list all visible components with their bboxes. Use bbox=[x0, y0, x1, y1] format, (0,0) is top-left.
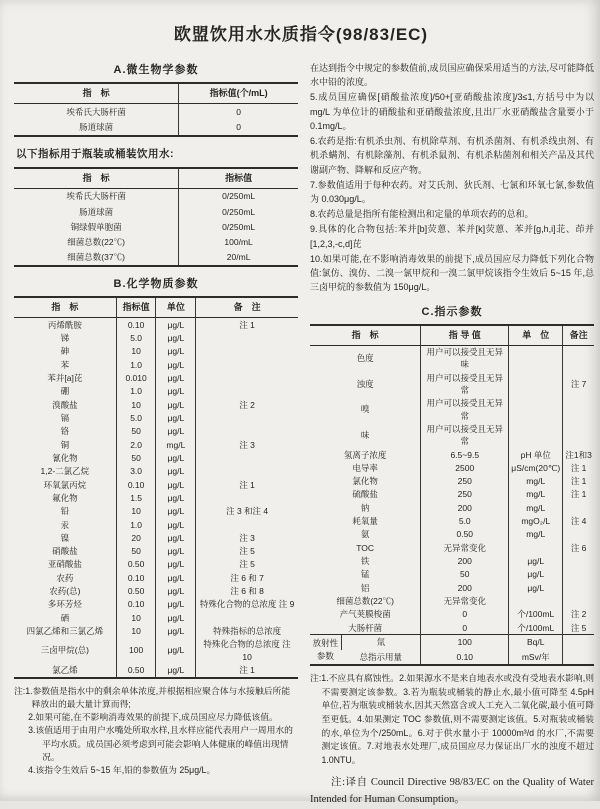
table-cell bbox=[509, 541, 563, 554]
note-paragraph: 4.该指令生效后 5~15 年,铅的参数值为 25μg/L。 bbox=[28, 764, 216, 775]
table-cell: 10 bbox=[116, 505, 156, 518]
column-header: 备注 bbox=[563, 325, 594, 346]
table-row bbox=[310, 422, 594, 448]
table-row bbox=[310, 475, 594, 488]
table-cell: 0.50 bbox=[116, 585, 156, 598]
table-cell: 200 bbox=[421, 501, 509, 514]
table-cell bbox=[196, 372, 298, 385]
table-cell: μg/L bbox=[156, 412, 196, 425]
table-row bbox=[310, 515, 594, 528]
radioactivity-parameters-table bbox=[310, 635, 594, 666]
table-cell: mg/L bbox=[509, 528, 563, 541]
table-row bbox=[14, 358, 298, 371]
table-cell bbox=[509, 397, 563, 423]
table-cell: μg/L bbox=[156, 372, 196, 385]
table-cell: 20 bbox=[116, 531, 156, 544]
table-cell: 注 5 bbox=[196, 558, 298, 571]
table-cell: 味 bbox=[360, 430, 370, 441]
table-row bbox=[14, 345, 298, 358]
table-header-row bbox=[14, 83, 298, 104]
table-cell: 5.0 bbox=[116, 332, 156, 345]
table-cell bbox=[509, 345, 563, 371]
table-row bbox=[14, 638, 298, 664]
table-row bbox=[14, 545, 298, 558]
table-row bbox=[14, 465, 298, 478]
table-cell bbox=[509, 371, 563, 397]
table-cell: 氰化物 bbox=[52, 452, 78, 463]
table-row bbox=[14, 204, 298, 219]
table-cell: 注 3 和注 4 bbox=[196, 505, 298, 518]
table-cell: μg/L bbox=[156, 625, 196, 638]
table-cell: 铝 bbox=[360, 582, 370, 593]
table-cell: 注 4 bbox=[563, 515, 594, 528]
table-cell bbox=[563, 581, 594, 594]
table-cell: μg/L bbox=[156, 545, 196, 558]
table-cell: 3.0 bbox=[116, 465, 156, 478]
table-cell: 电导率 bbox=[352, 462, 378, 473]
table-row bbox=[14, 235, 298, 250]
table-cell: 农药 bbox=[56, 572, 74, 583]
bottled-water-parameters-table bbox=[14, 167, 298, 268]
table-cell bbox=[563, 345, 594, 371]
table-cell: 10 bbox=[116, 625, 156, 638]
table-cell bbox=[563, 422, 594, 448]
table-cell: 铬 bbox=[60, 426, 70, 437]
table-cell: mg/L bbox=[509, 488, 563, 501]
table-cell: 浊度 bbox=[356, 378, 374, 389]
table-row bbox=[14, 625, 298, 638]
section-b-heading: B.化学物质参数 bbox=[113, 278, 199, 291]
table-cell bbox=[196, 425, 298, 438]
table-cell: 细菌总数(37℃) bbox=[67, 252, 125, 263]
table-cell: 氯化物 bbox=[352, 476, 378, 487]
table-cell: 汞 bbox=[60, 519, 70, 530]
table-cell: 20/mL bbox=[179, 250, 298, 266]
table-cell bbox=[196, 451, 298, 464]
table-cell bbox=[196, 491, 298, 504]
table-cell: 注 1 bbox=[196, 663, 298, 677]
table-cell: mg/L bbox=[156, 438, 196, 451]
table-cell: 三卤甲烷(总) bbox=[40, 645, 89, 656]
table-cell: 锑 bbox=[60, 333, 70, 344]
table-row bbox=[14, 438, 298, 451]
note-paragraph: 10.如果可能,在不影响消毒效果的前提下,成员国应尽力降低下列化合物值:氯仿、溴仿、二溴一氯甲烷和一溴二氯甲烷该指令生效后 5~15 年,总三卤甲烷的参数值为 150μg/L。 bbox=[310, 253, 594, 293]
table-cell: 苯并[a]芘 bbox=[47, 373, 83, 384]
table-cell: 10 bbox=[116, 611, 156, 624]
table-cell: 特殊指标的总浓度 bbox=[196, 625, 298, 638]
table-cell: 丙烯酰胺 bbox=[47, 319, 82, 330]
table-cell: 用户可以接受且无异常 bbox=[421, 371, 509, 397]
table-cell: 0/250mL bbox=[179, 188, 298, 204]
table-row bbox=[310, 528, 594, 541]
table-cell: Bq/L bbox=[509, 635, 563, 649]
table-row bbox=[14, 425, 298, 438]
note-paragraph: 6.农药是指:有机杀虫剂、有机除草剂、有机杀菌剂、有机杀线虫剂、有机杀螨剂、有机除藻剂、有机杀鼠剂、有机杀粘菌剂和相关产品及其代谢副产物、降解和反应产物。 bbox=[310, 136, 594, 175]
table-cell: pH 单位 bbox=[509, 448, 563, 461]
table-cell bbox=[196, 385, 298, 398]
table-row bbox=[14, 663, 298, 677]
table-row bbox=[14, 571, 298, 584]
table-cell: 100 bbox=[421, 635, 509, 649]
table-row bbox=[310, 397, 594, 423]
table-cell: 0 bbox=[421, 608, 509, 621]
table-cell: 100 bbox=[116, 638, 156, 664]
table-cell: μg/L bbox=[156, 358, 196, 371]
table-row bbox=[310, 581, 594, 594]
table-cell bbox=[509, 594, 563, 607]
table-cell: μg/L bbox=[509, 568, 563, 581]
bottled-water-note: 以下指标用于瓶装或桶装饮用水: bbox=[16, 147, 174, 160]
table-cell: 镉 bbox=[60, 413, 70, 424]
table-row bbox=[310, 621, 594, 635]
table-cell: 特殊化合物的总浓度 注 10 bbox=[196, 638, 298, 664]
note-paragraph: 8.农药总量是指所有能检测出和定量的单项农药的总和。 bbox=[310, 209, 534, 220]
notes-continuation-paragraphs bbox=[310, 61, 594, 295]
table-cell: 铜绿假单胞菌 bbox=[70, 221, 122, 232]
note-paragraph: 5.成员国应确保[硝酸盐浓度]/50+[亚硝酸盐浓度]/3≤1,方括号中为以 mg/L 为单位计的硝酸盐和亚硝酸盐浓度,且出厂水亚硝酸盐含量要小于 0.1mg/L。 bbox=[310, 92, 594, 131]
table-cell bbox=[563, 528, 594, 541]
table-cell: mg/L bbox=[509, 475, 563, 488]
table-row bbox=[14, 451, 298, 464]
column-header: 指标值 bbox=[179, 168, 298, 189]
table-cell: 0 bbox=[179, 104, 298, 120]
table-cell: 6.5~9.5 bbox=[421, 448, 509, 461]
table-cell: 0/250mL bbox=[179, 204, 298, 219]
table-cell: μg/L bbox=[156, 478, 196, 491]
table-cell: 肠道球菌 bbox=[79, 121, 114, 132]
table-cell: μg/L bbox=[156, 451, 196, 464]
table-cell: μg/L bbox=[156, 585, 196, 598]
note-paragraph: 注:1.参数值是指水中的剩余单体浓度,并根据相应聚合体与水接触后所能释放出的最大量计算而得; bbox=[14, 685, 291, 709]
table-header-row bbox=[310, 325, 594, 346]
table-cell: μg/L bbox=[156, 558, 196, 571]
table-cell: 个/100mL bbox=[509, 608, 563, 621]
table-cell bbox=[196, 412, 298, 425]
table-cell: 大肠杆菌 bbox=[348, 622, 383, 633]
section-b-notes bbox=[14, 685, 298, 777]
table-cell: 无异常变化 bbox=[421, 594, 509, 607]
table-row bbox=[14, 531, 298, 544]
column-header: 单位 bbox=[156, 297, 196, 318]
table-cell: 锰 bbox=[360, 569, 370, 580]
table-cell: 嗅 bbox=[360, 404, 370, 415]
column-header: 指 标 bbox=[14, 168, 179, 189]
table-row bbox=[14, 219, 298, 234]
table-cell: μg/L bbox=[156, 505, 196, 518]
table-cell: μg/L bbox=[156, 398, 196, 411]
table-cell: 注 3 bbox=[196, 531, 298, 544]
table-cell: 多环芳烃 bbox=[47, 599, 82, 610]
radioactivity-group-label: 放射性参数 bbox=[312, 638, 339, 661]
note-paragraph: 3.该值适用于由用户水嘴处所取水样,且水样应能代表用户一周用水的平均水质。成员国必须考虑到可能会影响人体健康的峰值出现情况。 bbox=[28, 725, 293, 762]
table-row bbox=[310, 501, 594, 514]
table-row bbox=[14, 332, 298, 345]
table-cell: 氟化物 bbox=[52, 492, 78, 503]
table-cell: 0.10 bbox=[421, 650, 509, 665]
table-cell: 细菌总数(22℃) bbox=[336, 595, 394, 606]
column-header: 指 标 bbox=[14, 83, 179, 104]
table-cell bbox=[563, 650, 594, 665]
column-header: 备 注 bbox=[196, 297, 298, 318]
table-cell bbox=[563, 397, 594, 423]
table-cell: 注 1 bbox=[196, 478, 298, 491]
table-row bbox=[14, 372, 298, 385]
table-cell: 200 bbox=[421, 555, 509, 568]
table-cell: 5.0 bbox=[421, 515, 509, 528]
table-cell: 注 7 bbox=[563, 371, 594, 397]
table-cell bbox=[196, 611, 298, 624]
table-row bbox=[14, 505, 298, 518]
note-paragraph: 2.如果可能,在不影响消毒效果的前提下,成员国应尽力降低该值。 bbox=[28, 712, 278, 723]
table-cell: 氢离子浓度 bbox=[343, 449, 387, 460]
table-cell: 用户可以接受且无异常 bbox=[421, 422, 509, 448]
table-cell: μg/L bbox=[156, 318, 196, 332]
table-row bbox=[310, 461, 594, 474]
table-cell: 10 bbox=[116, 398, 156, 411]
table-cell: 注 5 bbox=[196, 545, 298, 558]
table-cell: 0.10 bbox=[116, 318, 156, 332]
section-c-heading: C.指示参数 bbox=[421, 305, 483, 318]
table-cell: 砷 bbox=[60, 346, 70, 357]
table-cell: μg/L bbox=[156, 611, 196, 624]
column-header: 指 标 bbox=[310, 325, 421, 346]
right-column bbox=[310, 61, 594, 809]
column-header: 单 位 bbox=[509, 325, 563, 346]
table-cell: 镍 bbox=[60, 532, 70, 543]
microbiological-parameters-table bbox=[14, 82, 298, 137]
table-header-row bbox=[14, 297, 298, 318]
table-cell: 200 bbox=[421, 581, 509, 594]
table-cell: μg/L bbox=[156, 385, 196, 398]
table-row bbox=[14, 385, 298, 398]
column-header: 指 标 bbox=[14, 297, 116, 318]
table-row bbox=[310, 541, 594, 554]
table-cell bbox=[563, 635, 594, 649]
table-cell: 注 2 bbox=[563, 608, 594, 621]
table-cell: μg/L bbox=[156, 663, 196, 677]
table-cell: 0.50 bbox=[116, 663, 156, 677]
table-cell bbox=[563, 501, 594, 514]
table-cell: 2500 bbox=[421, 461, 509, 474]
table-cell: 注 2 bbox=[196, 398, 298, 411]
table-row bbox=[14, 478, 298, 491]
table-cell: 50 bbox=[116, 425, 156, 438]
table-row bbox=[14, 250, 298, 266]
table-cell: mSv/年 bbox=[509, 650, 563, 665]
table-row bbox=[310, 448, 594, 461]
table-cell: μS/cm(20℃) bbox=[509, 461, 563, 474]
table-row bbox=[14, 398, 298, 411]
table-cell: 细菌总数(22℃) bbox=[67, 237, 125, 248]
table-cell: 色度 bbox=[356, 353, 374, 364]
table-cell bbox=[563, 594, 594, 607]
table-cell: 注 6 和 8 bbox=[196, 585, 298, 598]
table-cell: 0.10 bbox=[116, 478, 156, 491]
table-cell: 注 6 bbox=[563, 541, 594, 554]
table-cell: 0.50 bbox=[421, 528, 509, 541]
table-row bbox=[14, 104, 298, 120]
table-cell: 铁 bbox=[360, 556, 370, 567]
table-cell: μg/L bbox=[509, 581, 563, 594]
table-cell: 溴酸盐 bbox=[52, 399, 78, 410]
table-cell: 0 bbox=[421, 621, 509, 635]
table-row bbox=[14, 119, 298, 135]
table-cell: 埃希氏大肠杆菌 bbox=[66, 191, 126, 202]
column-header: 指 导 值 bbox=[421, 325, 509, 346]
table-cell: 钠 bbox=[360, 502, 370, 513]
table-cell: 铅 bbox=[60, 506, 70, 517]
table-row bbox=[14, 598, 298, 611]
table-cell: 铜 bbox=[60, 439, 70, 450]
table-cell: 注1和3 bbox=[563, 448, 594, 461]
table-cell bbox=[563, 568, 594, 581]
table-cell: 硝酸盐 bbox=[52, 546, 78, 557]
table-cell: 50 bbox=[421, 568, 509, 581]
note-paragraph: 9.具体的化合物包括:苯并[b]荧蒽、苯并[k]荧蒽、苯并[g,h,i]苝、茚并[1,2,3,-c,d]芘 bbox=[310, 224, 594, 249]
table-cell: μg/L bbox=[509, 555, 563, 568]
table-cell: 2.0 bbox=[116, 438, 156, 451]
two-column-layout bbox=[14, 61, 595, 809]
table-cell: 亚硝酸盐 bbox=[47, 559, 82, 570]
table-row bbox=[310, 594, 594, 607]
table-row bbox=[14, 318, 298, 332]
table-cell: 1.5 bbox=[116, 491, 156, 504]
table-cell: 1.0 bbox=[116, 358, 156, 371]
table-cell: 50 bbox=[116, 451, 156, 464]
table-cell: 注 5 bbox=[563, 621, 594, 635]
table-cell: mg/L bbox=[509, 501, 563, 514]
table-cell: 注 6 和 7 bbox=[196, 571, 298, 584]
table-cell bbox=[196, 332, 298, 345]
table-cell: 用户可以接受且无异味 bbox=[421, 345, 509, 371]
table-row bbox=[14, 188, 298, 204]
table-row bbox=[310, 650, 594, 665]
table-cell: 四氯乙烯和三氯乙烯 bbox=[26, 626, 104, 637]
table-cell: 用户可以接受且无异常 bbox=[421, 397, 509, 423]
table-cell: 注 1 bbox=[563, 488, 594, 501]
note-paragraph: 在达到指令中规定的参数值前,成员国应确保采用适当的方法,尽可能降低水中铅的浓度。 bbox=[310, 63, 595, 88]
table-cell: 耗氧量 bbox=[352, 516, 378, 527]
table-cell bbox=[196, 518, 298, 531]
table-row bbox=[14, 412, 298, 425]
table-cell: μg/L bbox=[156, 491, 196, 504]
column-header: 指标值(个/mL) bbox=[179, 83, 298, 104]
table-cell: 1,2-二氯乙烷 bbox=[40, 466, 90, 477]
table-cell: 100/mL bbox=[179, 235, 298, 250]
source-note: 注:译自 Council Directive 98/83/EC on the Quality of Water Intended for Human Consumption。 bbox=[310, 777, 594, 806]
table-cell: 10 bbox=[116, 345, 156, 358]
table-cell: 苯 bbox=[60, 359, 70, 370]
table-cell: TOC bbox=[356, 542, 375, 553]
table-row bbox=[310, 371, 594, 397]
table-row bbox=[14, 611, 298, 624]
table-cell: 注 3 bbox=[196, 438, 298, 451]
table-cell: μg/L bbox=[156, 332, 196, 345]
table-cell: 0.10 bbox=[116, 598, 156, 611]
table-cell: 注 1 bbox=[563, 475, 594, 488]
table-header-row bbox=[14, 168, 298, 189]
table-cell bbox=[196, 345, 298, 358]
table-cell: 氯乙烯 bbox=[52, 664, 78, 675]
table-row bbox=[14, 518, 298, 531]
chemical-parameters-table bbox=[14, 296, 298, 678]
table-cell: 1.0 bbox=[116, 518, 156, 531]
section-c-notes: 注:1.不应具有腐蚀性。2.如果源水不是来自地表水或没有受地表水影响,则不需要测定该参数。3.若为瓶装或桶装的静止水,最小值可降至 4.5pH 单位,若为瓶装或桶装水,因其天然富含或人工充入二氧化碳,最小值可降至更低。4.如果测定 TOC 参数值,则不需要测定该值。5.对瓶装或桶装的水,单位为个/250mL。6.对于供水量小于 10000m³/d 的水厂,不需要测定该值。7.对地表水处理厂,成员国应尽力保证出厂水的浊度不超过 1.0NTU。 bbox=[310, 673, 594, 765]
table-cell: 硒 bbox=[60, 612, 70, 623]
table-row bbox=[310, 555, 594, 568]
table-cell: mgO₂/L bbox=[509, 515, 563, 528]
table-cell: 250 bbox=[421, 488, 509, 501]
table-cell: 硼 bbox=[60, 386, 70, 397]
table-cell: 0.010 bbox=[116, 372, 156, 385]
table-cell: μg/L bbox=[156, 638, 196, 664]
table-cell: 氨 bbox=[360, 529, 370, 540]
table-cell: 农药(总) bbox=[49, 586, 81, 597]
indicator-parameters-table bbox=[310, 324, 594, 636]
table-cell: 埃希氏大肠杆菌 bbox=[66, 106, 126, 117]
table-cell bbox=[196, 465, 298, 478]
table-cell: 注 1 bbox=[196, 318, 298, 332]
table-cell: μg/L bbox=[156, 598, 196, 611]
table-cell: μg/L bbox=[156, 518, 196, 531]
page-title: 欧盟饮用水水质指令(98/83/EC) bbox=[173, 25, 429, 44]
table-cell: 特殊化合物的总浓度 注 9 bbox=[196, 598, 298, 611]
table-cell: μg/L bbox=[156, 425, 196, 438]
table-cell: μg/L bbox=[156, 571, 196, 584]
left-column bbox=[14, 61, 298, 809]
table-cell: 注 1 bbox=[563, 461, 594, 474]
table-row bbox=[310, 345, 594, 371]
table-row bbox=[14, 585, 298, 598]
section-a-heading: A.微生物学参数 bbox=[113, 64, 199, 76]
table-row bbox=[14, 491, 298, 504]
table-cell: 50 bbox=[116, 545, 156, 558]
table-cell: 氚 bbox=[341, 635, 421, 649]
table-row bbox=[14, 558, 298, 571]
table-cell: 总指示用量 bbox=[359, 651, 402, 662]
table-row bbox=[310, 568, 594, 581]
column-header: 指标值 bbox=[116, 297, 156, 318]
note-paragraph: 7.参数值适用于每种农药。对艾氏剂、狄氏剂、七氯和环氧七氯,参数值为 0.030μg/L。 bbox=[310, 179, 594, 204]
table-cell: 产气荚膜梭菌 bbox=[339, 609, 391, 620]
table-cell: 0.10 bbox=[116, 571, 156, 584]
table-row bbox=[310, 635, 594, 649]
table-cell: 环氧氯丙烷 bbox=[43, 479, 87, 490]
table-cell: 个/100mL bbox=[509, 621, 563, 635]
table-cell: 250 bbox=[421, 475, 509, 488]
table-cell: 无异常变化 bbox=[421, 541, 509, 554]
table-cell bbox=[196, 358, 298, 371]
table-cell: μg/L bbox=[156, 345, 196, 358]
table-cell bbox=[509, 422, 563, 448]
table-cell: 0/250mL bbox=[179, 219, 298, 234]
table-cell: μg/L bbox=[156, 531, 196, 544]
table-cell: 硫酸盐 bbox=[352, 489, 378, 500]
table-cell: 5.0 bbox=[116, 412, 156, 425]
table-cell: 肠道球菌 bbox=[79, 206, 114, 217]
table-cell bbox=[563, 555, 594, 568]
table-cell: μg/L bbox=[156, 465, 196, 478]
table-row bbox=[310, 488, 594, 501]
table-row bbox=[310, 608, 594, 621]
table-cell: 0.50 bbox=[116, 558, 156, 571]
table-cell: 1.0 bbox=[116, 385, 156, 398]
table-cell: 0 bbox=[179, 119, 298, 135]
